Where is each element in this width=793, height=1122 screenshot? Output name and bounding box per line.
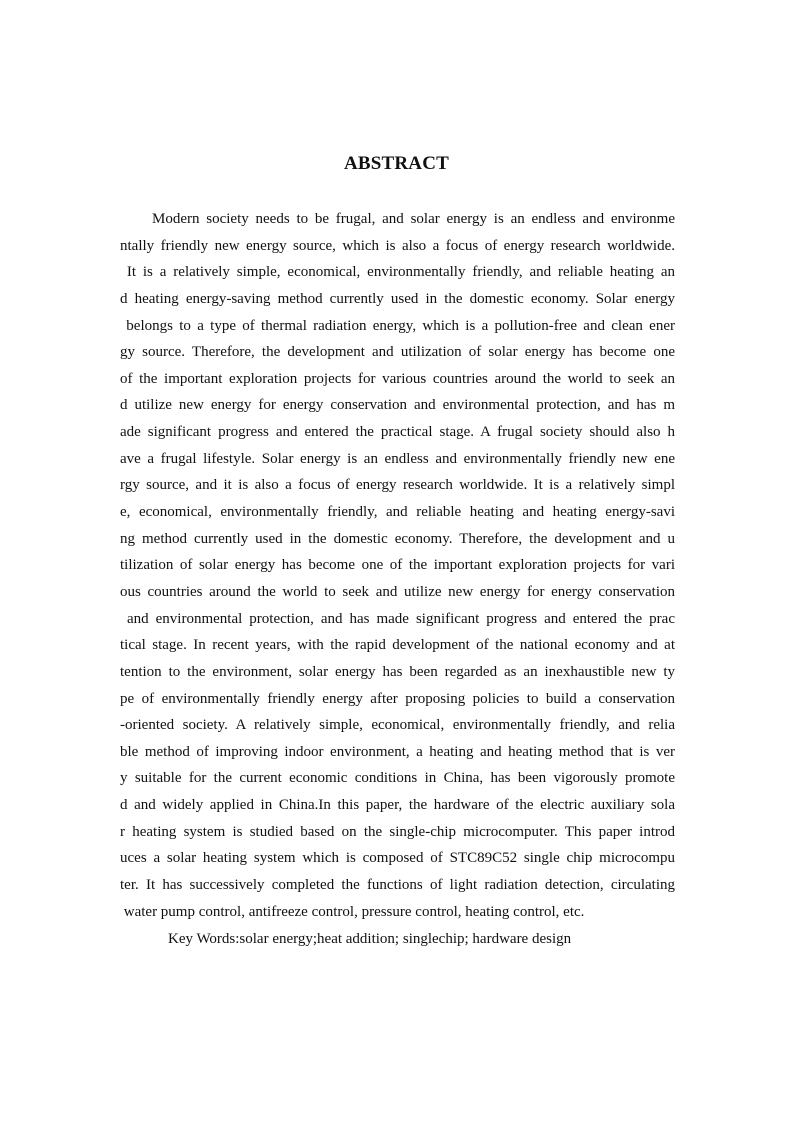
abstract-line: ous countries around the world to seek and utilize new energy for energy conservation [120, 583, 675, 600]
abstract-line: ble method of improving indoor environment, a heating and heating method that is ver [120, 743, 675, 760]
abstract-line: r heating system is studied based on the single-chip microcomputer. This paper introd [120, 823, 675, 840]
abstract-line: d and widely applied in China.In this paper, the hardware of the electric auxiliary sola [120, 797, 675, 814]
abstract-line: water pump control, antifreeze control, pressure control, heating control, etc. [120, 903, 585, 920]
abstract-line: d utilize new energy for energy conservation and environmental protection, and has m [120, 397, 675, 414]
abstract-line: Modern society needs to be frugal, and solar energy is an endless and environme [152, 211, 675, 227]
abstract-line: ade significant progress and entered the practical stage. A frugal society should also h [120, 424, 675, 441]
abstract-line: -oriented society. A relatively simple, economical, environmentally friendly, and relia [120, 717, 675, 734]
abstract-line: gy source. Therefore, the development and utilization of solar energy has become one [120, 344, 675, 361]
abstract-line: y suitable for the current economic conditions in China, has been vigorously promote [120, 770, 675, 787]
abstract-line: d heating energy-saving method currently used in the domestic economy. Solar energy [120, 290, 675, 307]
abstract-line: ave a frugal lifestyle. Solar energy is an endless and environmentally friendly new ene [120, 450, 675, 467]
abstract-body [120, 206, 675, 925]
abstract-line: tention to the environment, solar energy has been regarded as an inexhaustible new ty [120, 663, 675, 680]
abstract-line: e, economical, environmentally friendly, and reliable heating and heating energy-savi [120, 504, 675, 521]
abstract-title: ABSTRACT [343, 153, 450, 174]
keywords: Key Words:solar energy;heat addition; singlechip; hardware design [168, 931, 572, 947]
abstract-line: belongs to a type of thermal radiation energy, which is a pollution-free and clean ener [120, 317, 675, 334]
abstract-line: tilization of solar energy has become one of the important exploration projects for vari [120, 557, 675, 574]
abstract-line: of the important exploration projects for various countries around the world to seek an [120, 370, 675, 387]
abstract-line: It is a relatively simple, economical, environmentally friendly, and reliable heating an [120, 264, 675, 281]
abstract-line: ng method currently used in the domestic economy. Therefore, the development and u [120, 530, 675, 547]
abstract-line: uces a solar heating system which is composed of STC89C52 single chip microcompu [120, 850, 675, 867]
abstract-line: pe of environmentally friendly energy after proposing policies to build a conservation [120, 690, 675, 707]
abstract-line: rgy source, and it is also a focus of energy research worldwide. It is a relatively simpl [120, 477, 675, 494]
abstract-line: tical stage. In recent years, with the rapid development of the national economy and at [120, 637, 675, 654]
abstract-line: ter. It has successively completed the functions of light radiation detection, circulating [120, 877, 675, 894]
abstract-line: and environmental protection, and has made significant progress and entered the prac [120, 610, 675, 627]
abstract-line: ntally friendly new energy source, which is also a focus of energy research worldwide. [120, 237, 675, 254]
